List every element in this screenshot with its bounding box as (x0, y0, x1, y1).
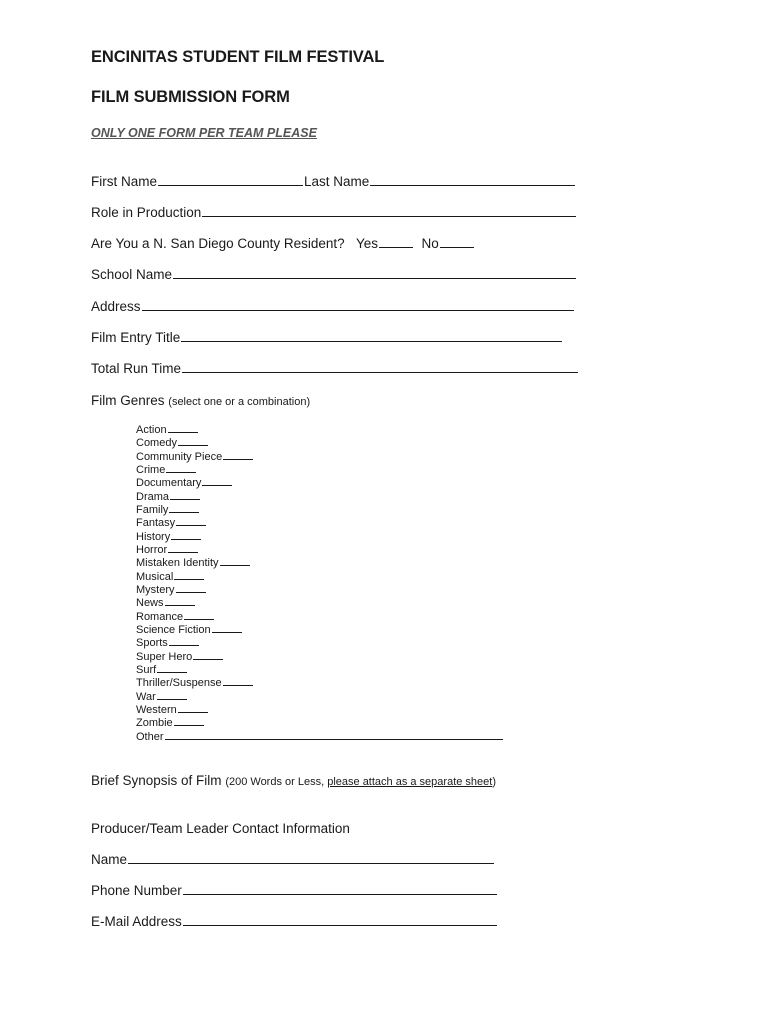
genre-label: Romance (136, 610, 184, 623)
film-entry-title-line[interactable] (181, 331, 562, 342)
genre-item (136, 491, 536, 504)
genre-item (136, 717, 536, 730)
genre-list (136, 424, 536, 744)
total-run-time-label: Total Run Time (91, 361, 182, 376)
genre-line[interactable] (178, 437, 208, 446)
genre-label: Mistaken Identity (136, 557, 219, 570)
genre-line[interactable] (223, 451, 253, 460)
contact-name-line[interactable] (128, 853, 494, 864)
genre-item (136, 531, 536, 544)
film-title-row (91, 330, 563, 345)
genre-line[interactable] (169, 504, 199, 513)
genre-item (136, 597, 536, 610)
genre-label: News (136, 597, 164, 610)
contact-email-label: E-Mail Address (91, 914, 182, 929)
contact-email-row (91, 914, 498, 929)
genre-item (136, 451, 536, 464)
genre-label: Science Fiction (136, 623, 211, 636)
contact-name-label: Name (91, 852, 128, 867)
genre-line[interactable] (157, 664, 187, 673)
genre-item (136, 731, 536, 744)
genre-item (136, 517, 536, 530)
genre-line[interactable] (171, 531, 201, 540)
genre-label: Super Hero (136, 650, 193, 663)
genre-line[interactable] (176, 584, 206, 593)
last-name-label: Last Name (304, 174, 370, 189)
genre-label: History (136, 530, 171, 543)
address-label: Address (91, 299, 141, 314)
school-row (91, 267, 577, 282)
no-label: No (421, 236, 439, 251)
resident-row (91, 236, 475, 251)
synopsis-hint-open: (200 Words or Less, (225, 776, 328, 788)
synopsis-attach-note: please attach as a separate sheet (327, 776, 493, 788)
genre-label: Comedy (136, 437, 177, 450)
genre-line[interactable] (165, 597, 195, 606)
film-genres-label: Film Genres (91, 393, 165, 408)
genre-label: Other (136, 730, 164, 743)
genre-label: Horror (136, 543, 168, 556)
genre-item (136, 464, 536, 477)
name-row (91, 174, 576, 189)
genre-line[interactable] (212, 624, 242, 633)
no-line[interactable] (440, 237, 474, 248)
genre-line[interactable] (169, 637, 199, 646)
genre-item (136, 584, 536, 597)
genre-line[interactable] (220, 557, 250, 566)
resident-question: Are You a N. San Diego County Resident? (91, 236, 345, 251)
contact-phone-label: Phone Number (91, 883, 182, 898)
role-label: Role in Production (91, 205, 202, 220)
genre-label: Family (136, 503, 169, 516)
genre-item (136, 477, 536, 490)
genre-label: Western (136, 703, 177, 716)
genre-label: Musical (136, 570, 174, 583)
genre-item (136, 424, 536, 437)
contact-phone-line[interactable] (183, 884, 497, 895)
genre-line[interactable] (174, 571, 204, 580)
genre-label: Drama (136, 490, 170, 503)
run-time-row (91, 361, 579, 376)
synopsis-label: Brief Synopsis of Film (91, 773, 222, 788)
genre-line[interactable] (174, 717, 204, 726)
genre-line[interactable] (166, 464, 196, 473)
genre-item (136, 544, 536, 557)
genre-line[interactable] (157, 691, 187, 700)
genre-label: War (136, 690, 156, 703)
genre-label: Sports (136, 637, 168, 650)
festival-title: ENCINITAS STUDENT FILM FESTIVAL (91, 48, 385, 66)
total-run-time-line[interactable] (182, 362, 578, 373)
synopsis-row (91, 773, 496, 788)
genre-line[interactable] (184, 611, 214, 620)
genre-label: Mystery (136, 583, 175, 596)
film-entry-title-label: Film Entry Title (91, 330, 181, 345)
school-name-line[interactable] (173, 268, 576, 279)
yes-line[interactable] (379, 237, 413, 248)
genre-line[interactable] (168, 544, 198, 553)
contact-heading: Producer/Team Leader Contact Information (91, 821, 350, 836)
contact-name-row (91, 852, 495, 867)
genre-item (136, 624, 536, 637)
genre-label: Zombie (136, 717, 173, 730)
genre-item (136, 664, 536, 677)
genre-line[interactable] (176, 517, 206, 526)
genre-label: Crime (136, 463, 166, 476)
role-row (91, 205, 577, 220)
genre-label: Documentary (136, 477, 202, 490)
genre-label: Fantasy (136, 517, 176, 530)
form-note: ONLY ONE FORM PER TEAM PLEASE (91, 126, 317, 140)
genre-label: Action (136, 424, 167, 436)
genre-item (136, 571, 536, 584)
film-genres-row (91, 393, 310, 408)
first-name-label: First Name (91, 174, 158, 189)
synopsis-hint-close: ) (492, 776, 497, 788)
genre-item (136, 691, 536, 704)
genre-line[interactable] (170, 491, 200, 500)
genre-item (136, 557, 536, 570)
address-row (91, 299, 575, 314)
role-line[interactable] (202, 206, 576, 217)
genre-item (136, 704, 536, 717)
address-line[interactable] (142, 300, 574, 311)
genre-item (136, 611, 536, 624)
genre-item (136, 651, 536, 664)
school-name-label: School Name (91, 267, 173, 282)
genre-line[interactable] (178, 704, 208, 713)
yes-label: Yes (355, 236, 378, 251)
last-name-line[interactable] (370, 175, 575, 186)
first-name-line[interactable] (158, 175, 303, 186)
genre-label: Thriller/Suspense (136, 677, 222, 690)
genre-label: Surf (136, 663, 157, 676)
genre-item (136, 677, 536, 690)
contact-email-line[interactable] (183, 915, 497, 926)
film-genres-hint: (select one or a combination) (168, 396, 311, 408)
form-title: FILM SUBMISSION FORM (91, 88, 290, 106)
genre-line[interactable] (202, 477, 232, 486)
genre-item (136, 504, 536, 517)
genre-line[interactable] (223, 677, 253, 686)
genre-item (136, 637, 536, 650)
genre-other-line[interactable] (165, 731, 503, 740)
contact-phone-row (91, 883, 498, 898)
genre-line[interactable] (168, 424, 198, 433)
genre-line[interactable] (193, 651, 223, 660)
genre-item (136, 437, 536, 450)
genre-label: Community Piece (136, 450, 223, 463)
